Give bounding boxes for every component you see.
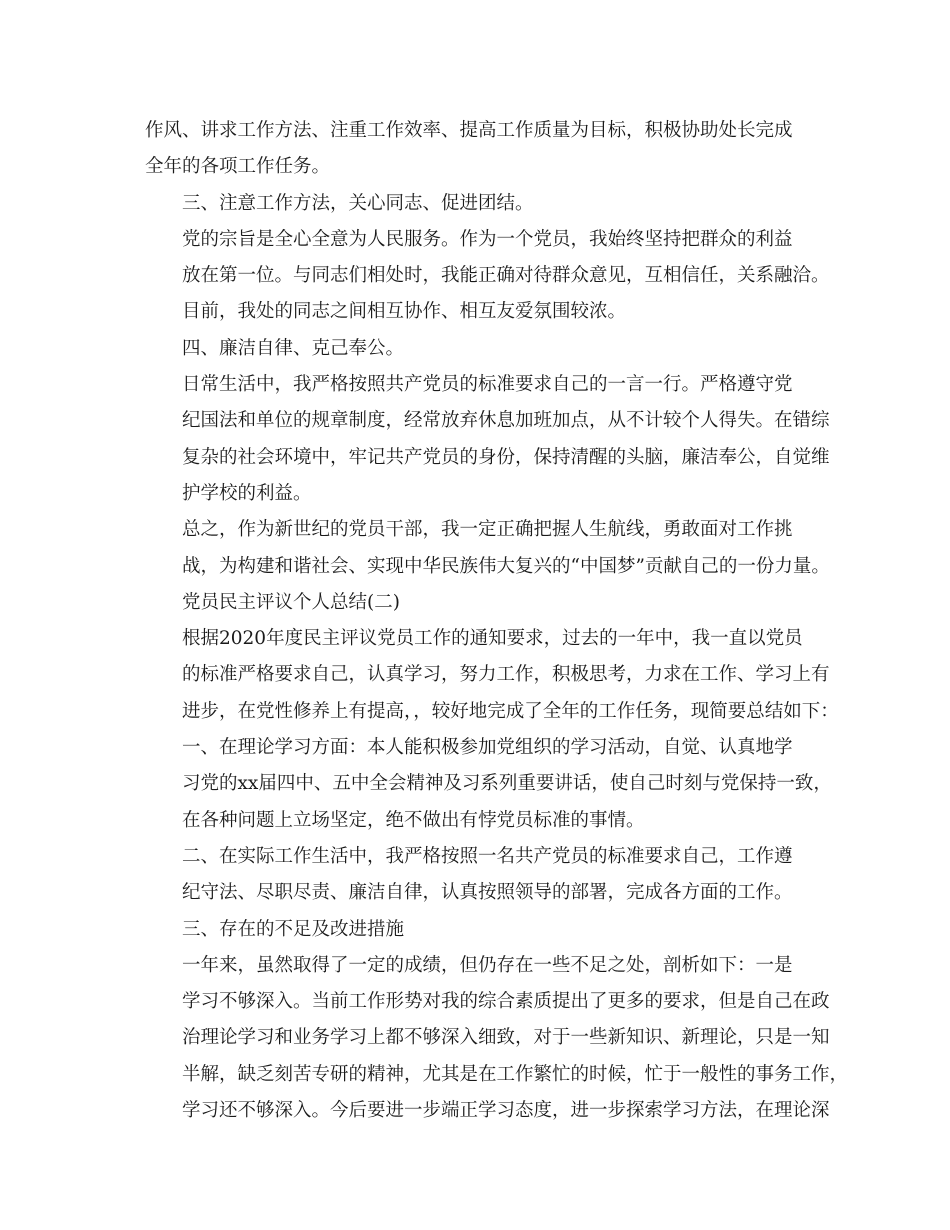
paragraph xyxy=(145,585,810,621)
text-line: 全年的各项工作任务。 xyxy=(145,156,331,178)
text-line: 目前，我处的同志之间相互协作、相互友爱氛围较浓。 xyxy=(182,301,627,323)
text-line: 的标准严格要求自己，认真学习，努力工作，积极思考，力求在工作、学习上有 xyxy=(182,664,830,686)
text-line: 进步，在党性修养上有提高，，较好地完成了全年的工作任务，现简要总结如下： xyxy=(182,700,839,722)
paragraph xyxy=(145,839,810,912)
text-line: 党员民主评议个人总结(二) xyxy=(182,591,400,613)
paragraph xyxy=(145,186,810,222)
text-line: 治理论学习和业务学习上都不够深入细致，对于一些新知识、新理论，只是一知 xyxy=(182,1027,830,1049)
text-line: 一、在理论学习方面：本人能积极参加党组织的学习活动，自觉、认真地学 xyxy=(182,737,793,759)
text-line: 作风、讲求工作方法、注重工作效率、提高工作质量为目标，积极协助处长完成 xyxy=(145,120,793,141)
text-line: 纪国法和单位的规章制度，经常放弃休息加班加点，从不计较个人得失。在错综 xyxy=(182,410,830,432)
paragraph xyxy=(145,331,810,367)
document-body xyxy=(145,113,849,1129)
paragraph xyxy=(145,222,830,331)
text-line: 根据2020年度民主评议党员工作的通知要求，过去的一年中，我一直以党员 xyxy=(182,628,803,650)
text-line: 纪守法、尽职尽责、廉洁自律，认真按照领导的部署，完成各方面的工作。 xyxy=(182,882,793,904)
text-line: 二、在实际工作生活中，我严格按照一名共产党员的标准要求自己，工作遵 xyxy=(182,845,793,867)
paragraph xyxy=(145,730,832,839)
text-line: 三、注意工作方法，关心同志、促进团结。 xyxy=(182,192,534,214)
text-line: 护学校的利益。 xyxy=(182,482,312,504)
paragraph xyxy=(145,512,830,585)
paragraph xyxy=(145,912,810,948)
paragraph xyxy=(145,621,839,730)
text-line: 四、廉洁自律、克己奉公。 xyxy=(182,337,405,359)
text-line: 战，为构建和谐社会、实现中华民族伟大复兴的“中国梦”贡献自己的一份力量。 xyxy=(182,555,830,577)
text-line: 一年来，虽然取得了一定的成绩，但仍存在一些不足之处，剖析如下：一是 xyxy=(182,954,793,976)
text-line: 学习不够深入。当前工作形势对我的综合素质提出了更多的要求，但是自己在政 xyxy=(182,991,830,1013)
paragraph xyxy=(145,948,849,1129)
paragraph xyxy=(145,113,810,186)
text-line: 总之，作为新世纪的党员干部，我一定正确把握人生航线，勇敢面对工作挑 xyxy=(182,519,793,541)
text-line: 放在第一位。与同志们相处时，我能正确对待群众意见，互相信任，关系融洽。 xyxy=(182,265,830,287)
text-line: 三、存在的不足及改进措施 xyxy=(182,918,405,940)
text-line: 半解，缺乏刻苦专研的精神，尤其是在工作繁忙的时候，忙于一般性的事务工作， xyxy=(182,1063,849,1085)
text-line: 学习还不够深入。今后要进一步端正学习态度，进一步探索学习方法，在理论深 xyxy=(182,1100,830,1122)
paragraph xyxy=(145,367,830,512)
text-line: 日常生活中，我严格按照共产党员的标准要求自己的一言一行。严格遵守党 xyxy=(182,374,793,396)
text-line: 在各种问题上立场坚定，绝不做出有悖党员标准的事情。 xyxy=(182,809,645,831)
text-line: 习党的xx届四中、五中全会精神及习系列重要讲话，使自己时刻与党保持一致， xyxy=(182,773,832,795)
text-line: 党的宗旨是全心全意为人民服务。作为一个党员，我始终坚持把群众的利益 xyxy=(182,228,793,250)
text-line: 复杂的社会环境中，牢记共产党员的身份，保持清醒的头脑，廉洁奉公，自觉维 xyxy=(182,446,830,468)
